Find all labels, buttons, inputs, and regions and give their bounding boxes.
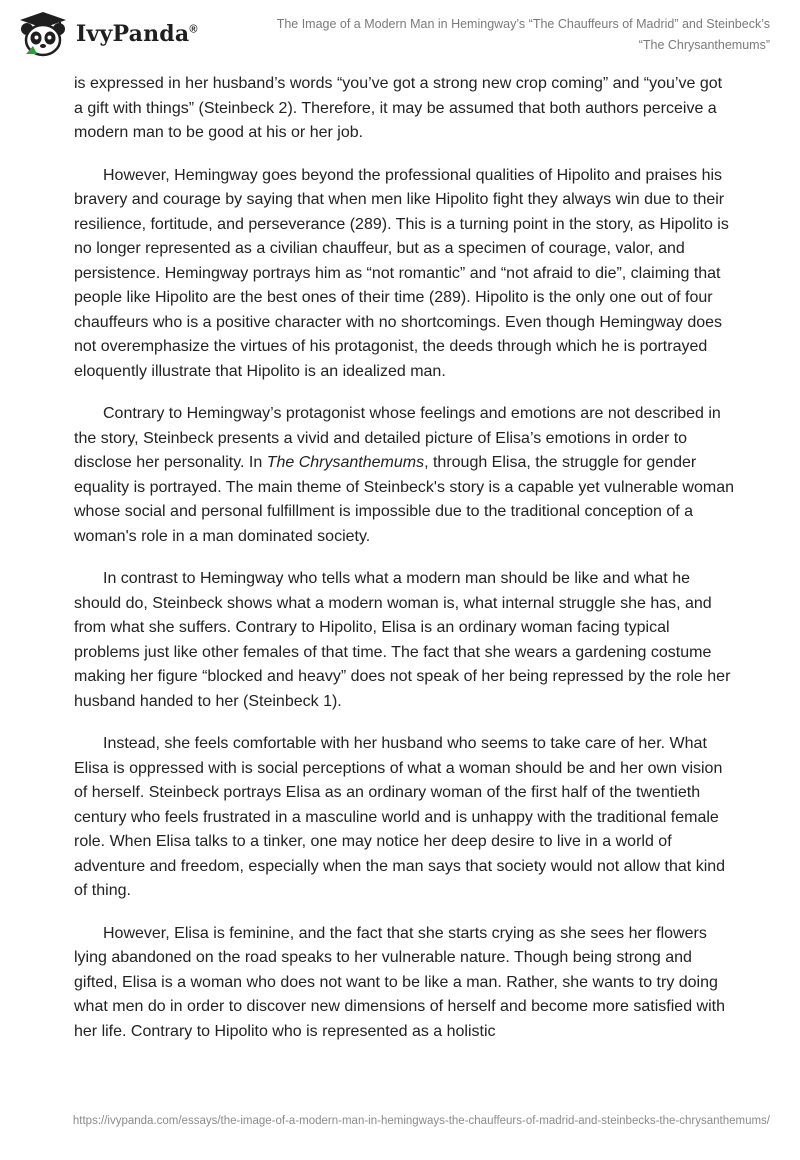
paragraph: However, Elisa is feminine, and the fact that she starts crying as she sees her flowers lying abandoned on the road speaks to her vulnerable nature. Though being strong and gifted, Elisa is a woman who does not want to be like a man. Rather, she wants to try doing what men do in order to discover new dimensions of herself and become more satisfied with her life. Contrary to Hipolito who is represented as a holistic xyxy=(74,924,725,1040)
book-title-italic: The Chrysanthemums xyxy=(266,454,425,471)
essay-body xyxy=(74,72,734,1062)
paragraph: Instead, she feels comfortable with her husband who seems to take care of her. What Elisa is oppressed with is social perceptions of what a woman should be and her own vision of herself. Steinbeck portrays Elisa as an ordinary woman of the first half of the twentieth century who feels frustrated in a masculine world and is unhappy with the traditional female role. When Elisa talks to a tinker, one may notice her deep desire to live in a world of adventure and freedom, especially when the man says that society would not allow that kind of thing. xyxy=(74,735,726,899)
registered-mark: ® xyxy=(189,23,198,36)
page-header xyxy=(0,0,800,70)
paragraph: Contrary to Hemingway’s protagonist whose feelings and emotions are not described in the story, Steinbeck presents a vivid and detailed picture of Elisa’s emotions in order to disclose her personality. In The Chrysanthemums, through Elisa, the struggle for gender equality is portrayed. The main theme of Steinbeck's story is a capable yet vulnerable woman whose social and personal fulfillment is impossible due to the traditional conception of a woman's role in a man dominated society. xyxy=(74,405,734,545)
source-url[interactable]: https://ivypanda.com/essays/the-image-of-a-modern-man-in-hemingways-the-chauffeurs-of-madrid-and-steinbecks-the-chrysanthemums/ xyxy=(72,1115,770,1127)
panda-graduate-icon xyxy=(16,10,70,58)
document-title: The Image of a Modern Man in Hemingway’s “The Chauffeurs of Madrid” and Steinbeck’s “The Chrysanthemums” xyxy=(276,17,770,52)
brand-name: IvyPanda® xyxy=(76,21,198,47)
paragraph: In contrast to Hemingway who tells what a modern man should be like and what he should do, Steinbeck shows what a modern woman is, what internal struggle she has, and from what she suffers. Contrary to Hipolito, Elisa is an ordinary woman facing typical problems just like other females of that time. The fact that she wears a gardening costume making her figure “blocked and heavy” does not speak of her being repressed by the role her husband handed to her (Steinbeck 1). xyxy=(74,570,731,710)
ivypanda-logo[interactable] xyxy=(16,10,198,58)
paragraph: is expressed in her husband’s words “you’ve got a strong new crop coming” and “you’ve got a gift with things” (Steinbeck 2). Therefore, it may be assumed that both authors perceive a modern man to be good at his or her job. xyxy=(74,75,723,141)
paragraph: However, Hemingway goes beyond the professional qualities of Hipolito and praises his bravery and courage by saying that when men like Hipolito fight they always win due to their resilience, fortitude, and perseverance (289). This is a turning point in the story, as Hipolito is no longer represented as a civilian chauffeur, but as a specimen of courage, valor, and persistence. Hemingway portrays him as “not romantic” and “not afraid to die”, claiming that people like Hipolito are the best ones of their time (289). Hipolito is the only one out of four chauffeurs who is a positive character with no shortcomings. Even though Hemingway does not overemphasize the virtues of his protagonist, the deeds through which he is portrayed eloquently illustrate that Hipolito is an idealized man. xyxy=(74,166,729,380)
